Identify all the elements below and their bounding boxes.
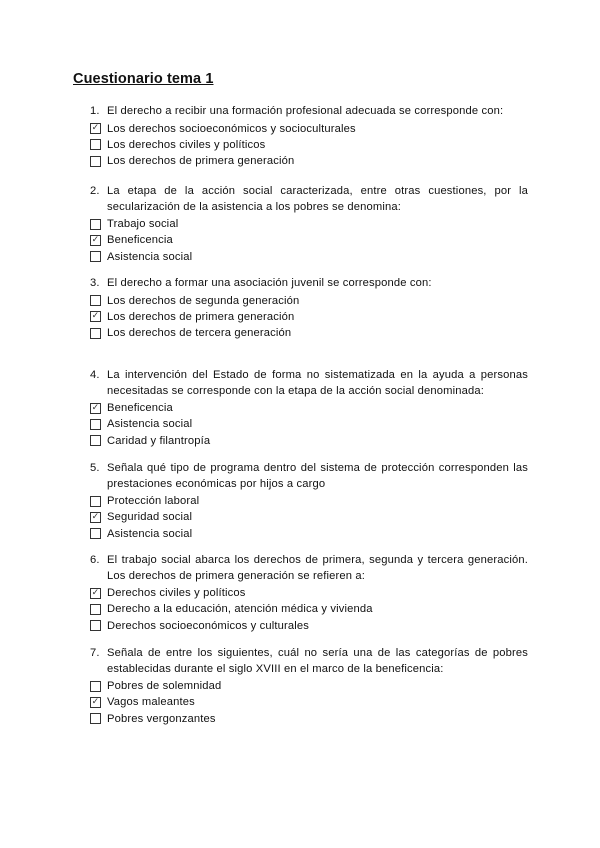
checked-checkbox[interactable]	[90, 588, 101, 599]
question-text	[90, 184, 528, 215]
checked-checkbox[interactable]	[90, 403, 101, 414]
option-label: Beneficencia	[107, 234, 173, 247]
option-label: Derechos civiles y políticos	[107, 587, 246, 600]
question-6	[90, 553, 528, 634]
answer-option[interactable]	[90, 216, 528, 232]
answer-option[interactable]	[90, 493, 528, 509]
answer-option[interactable]	[90, 325, 528, 341]
empty-checkbox[interactable]	[90, 295, 101, 306]
option-label: Los derechos civiles y políticos	[107, 138, 266, 151]
answer-option[interactable]	[90, 711, 528, 727]
answer-option[interactable]	[90, 232, 528, 248]
option-list	[90, 293, 528, 342]
option-label: Los derechos de primera generación	[107, 310, 295, 323]
answer-option[interactable]	[90, 585, 528, 601]
check-mark-icon: ✓	[91, 696, 100, 707]
option-label: Protección laboral	[107, 495, 200, 508]
question-4	[90, 368, 528, 449]
empty-checkbox[interactable]	[90, 139, 101, 150]
check-mark-icon: ✓	[91, 234, 100, 245]
option-label: Vagos maleantes	[107, 696, 195, 709]
question-text	[90, 553, 528, 584]
answer-option[interactable]	[90, 694, 528, 710]
answer-option[interactable]	[90, 137, 528, 153]
option-label: Pobres vergonzantes	[107, 712, 216, 725]
answer-option[interactable]	[90, 416, 528, 432]
answer-option[interactable]	[90, 618, 528, 634]
empty-checkbox[interactable]	[90, 435, 101, 446]
question-statement: La etapa de la acción social caracterizada, entre otras cuestiones, por la secularización de la asistencia a los pobres se denomina:	[107, 185, 528, 213]
question-statement: Señala qué tipo de programa dentro del sistema de protección corresponden las prestaciones económicas por hijos a cargo	[107, 462, 528, 490]
answer-option[interactable]	[90, 433, 528, 449]
question-2	[90, 184, 528, 265]
answer-option[interactable]	[90, 249, 528, 265]
empty-checkbox[interactable]	[90, 681, 101, 692]
option-label: Seguridad social	[107, 511, 193, 524]
empty-checkbox[interactable]	[90, 251, 101, 262]
question-text	[90, 646, 528, 677]
option-label: Los derechos de primera generación	[107, 155, 295, 168]
check-mark-icon: ✓	[91, 402, 100, 413]
question-1	[90, 104, 528, 169]
answer-option[interactable]	[90, 601, 528, 617]
answer-option[interactable]	[90, 153, 528, 169]
option-label: Derechos socioeconómicos y culturales	[107, 619, 310, 632]
option-list	[90, 493, 528, 542]
empty-checkbox[interactable]	[90, 419, 101, 430]
option-label: Derecho a la educación, atención médica y vivienda	[107, 603, 373, 616]
option-label: Beneficencia	[107, 402, 173, 415]
question-statement: El derecho a formar una asociación juvenil se corresponde con:	[107, 277, 432, 289]
question-text	[90, 368, 528, 399]
question-number: 6.	[90, 554, 100, 566]
question-5	[90, 461, 528, 542]
checked-checkbox[interactable]	[90, 235, 101, 246]
option-list	[90, 121, 528, 170]
answer-option[interactable]	[90, 526, 528, 542]
answer-option[interactable]	[90, 293, 528, 309]
question-text	[90, 104, 528, 120]
option-label: Asistencia social	[107, 250, 193, 263]
question-statement: La intervención del Estado de forma no sistematizada en la ayuda a personas necesitadas se corresponde con la etapa de la acción social denominada:	[107, 369, 528, 397]
question-statement: Señala de entre los siguientes, cuál no sería una de las categorías de pobres establecidas durante el siglo XVIII en el marco de la beneficencia:	[107, 647, 528, 675]
option-list	[90, 216, 528, 265]
empty-checkbox[interactable]	[90, 604, 101, 615]
check-mark-icon: ✓	[91, 311, 100, 322]
question-number: 2.	[90, 185, 100, 197]
question-number: 3.	[90, 277, 100, 289]
check-mark-icon: ✓	[91, 123, 100, 134]
answer-option[interactable]	[90, 309, 528, 325]
option-label: Los derechos de segunda generación	[107, 294, 300, 307]
option-label: Caridad y filantropía	[107, 434, 211, 447]
answer-option[interactable]	[90, 509, 528, 525]
check-mark-icon: ✓	[91, 511, 100, 522]
question-number: 5.	[90, 462, 100, 474]
question-statement: El trabajo social abarca los derechos de primera, segunda y tercera generación. Los derechos de primera generación se refieren a:	[107, 554, 528, 582]
checked-checkbox[interactable]	[90, 123, 101, 134]
checked-checkbox[interactable]	[90, 311, 101, 322]
checked-checkbox[interactable]	[90, 512, 101, 523]
question-statement: El derecho a recibir una formación profesional adecuada se corresponde con:	[107, 105, 504, 117]
answer-option[interactable]	[90, 400, 528, 416]
question-7	[90, 646, 528, 727]
option-label: Trabajo social	[107, 218, 179, 231]
option-label: Asistencia social	[107, 418, 193, 431]
empty-checkbox[interactable]	[90, 496, 101, 507]
empty-checkbox[interactable]	[90, 620, 101, 631]
option-label: Pobres de solemnidad	[107, 680, 222, 693]
empty-checkbox[interactable]	[90, 219, 101, 230]
question-3	[90, 276, 528, 341]
option-list	[90, 678, 528, 727]
answer-option[interactable]	[90, 121, 528, 137]
option-label: Los derechos de tercera generación	[107, 327, 292, 340]
empty-checkbox[interactable]	[90, 713, 101, 724]
option-label: Asistencia social	[107, 527, 193, 540]
question-number: 1.	[90, 105, 100, 117]
document-title: Cuestionario tema 1	[73, 71, 214, 87]
option-list	[90, 585, 528, 634]
question-text	[90, 461, 528, 492]
question-number: 4.	[90, 369, 100, 381]
question-number: 7.	[90, 647, 100, 659]
answer-option[interactable]	[90, 678, 528, 694]
check-mark-icon: ✓	[91, 587, 100, 598]
empty-checkbox[interactable]	[90, 328, 101, 339]
option-label: Los derechos socioeconómicos y socioculturales	[107, 122, 356, 135]
option-list	[90, 400, 528, 449]
question-text	[90, 276, 528, 292]
checked-checkbox[interactable]	[90, 697, 101, 708]
empty-checkbox[interactable]	[90, 528, 101, 539]
empty-checkbox[interactable]	[90, 156, 101, 167]
